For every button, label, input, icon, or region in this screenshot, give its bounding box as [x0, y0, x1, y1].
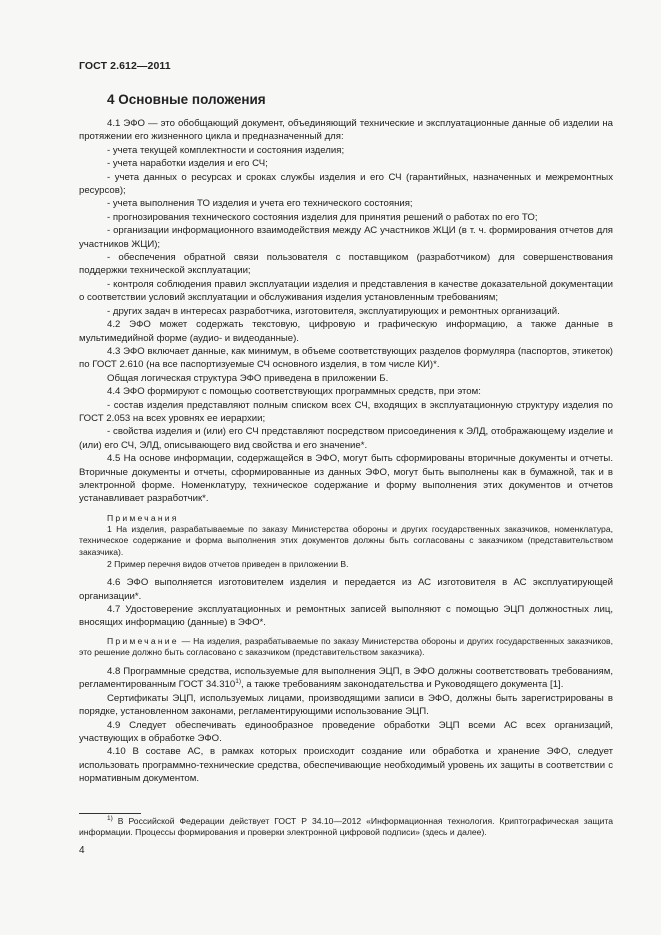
- paragraph-4-5: 4.5 На основе информации, содержащейся в ЭФО, могут быть сформированы вторичные документы и отчеты. Вторичные документы и отчеты, сформированные из данных ЭФО, могут быть выполнены как в бумажной, так и в электронной форме. Номенклатуру, техническое содержание и форму выполнения этих документов и отчетов устанавливает разработчик*.: [79, 453, 613, 505]
- main-content: [79, 117, 613, 786]
- footnote: [79, 816, 613, 839]
- footnote-marker: 1): [107, 815, 113, 823]
- note-label: Примечание: [107, 635, 179, 646]
- list-item: - обеспечения обратной связи пользователя с поставщиком (разработчиком) для совершенствования поддержки технической эксплуатации;: [79, 252, 613, 277]
- paragraph-4-10: 4.10 В составе АС, в рамках которых происходит создание или обработка и хранение ЭФО, следует использовать программно-технические средства, обеспечивающие необходимый уровень их защиты в соответствии с нормативным документом.: [79, 746, 613, 785]
- list-item: - других задач в интересах разработчика, изготовителя, эксплуатирующих и ремонтных организаций.: [107, 305, 560, 317]
- note-single: [79, 636, 613, 659]
- list-item: - организации информационного взаимодействия между АС участников ЖЦИ (в т. ч. формирования отчетов для участников ЖЦИ);: [79, 225, 613, 250]
- list-item: - учета наработки изделия и его СЧ;: [107, 158, 268, 170]
- footnote-divider: [79, 813, 141, 814]
- notes-heading: Примечания: [107, 512, 179, 523]
- list-item: - контроля соблюдения правил эксплуатации изделия и представления в качестве доказательной документации о соответствии условий эксплуатации и обслуживания изделия установленным требованиям;: [79, 278, 613, 304]
- list-item: - свойства изделия и (или) его СЧ представляют посредством присоединения к ЭЛД, отображающему изделие и (или) его СЧ, ЭЛД, описывающего вид свойства и его значение*.: [79, 426, 613, 451]
- paragraph-4-3-structure: Общая логическая структура ЭФО приведена в приложении Б.: [107, 372, 389, 384]
- list-item: - состав изделия представляют полным списком всех СЧ, входящих в эксплуатационную структуру изделия по ГОСТ 2.053 на всех уровнях ее иерархии;: [79, 399, 613, 424]
- list-item: - прогнозирования технического состояния изделия для принятия решений о работах по его ТО;: [107, 211, 538, 223]
- note-text: — На изделия, разрабатываемые по заказу Министерства обороны и других государственных заказчиков, это решение должно быть согласовано с заказчиком (представительством заказчика).: [79, 635, 613, 658]
- list-item: - учета выполнения ТО изделия и учета его технического состояния;: [107, 198, 413, 210]
- page-number: 4: [79, 845, 85, 856]
- paragraph-4-4: 4.4 ЭФО формируют с помощью соответствующих программных средств, при этом:: [107, 386, 481, 398]
- footnote-ref[interactable]: 1): [235, 678, 242, 686]
- paragraph-4-7: 4.7 Удостоверение эксплуатационных и ремонтных записей выполняют с помощью ЭЦП должностных лиц, вносящих информацию (данные) в ЭФО*.: [79, 603, 613, 629]
- paragraph-4-8-text-b: , а также требованиям законодательства и Руководящего документа [1].: [241, 679, 564, 691]
- list-item: - учета текущей комплектности и состояния изделия;: [107, 144, 345, 156]
- paragraph-4-1: 4.1 ЭФО — это обобщающий документ, объединяющий технические и эксплуатационные данные об изделии на протяжении его жизненного цикла и предназначенный для:: [79, 118, 613, 143]
- note-item: 2 Пример перечня видов отчетов приведен в приложении В.: [107, 558, 349, 569]
- paragraph-4-8: [79, 665, 613, 692]
- note-item: 1 На изделия, разрабатываемые по заказу Министерства обороны и других государственных заказчиков, номенклатура, техническое содержание и форма выполнения этих документов должны быть согласованы с заказчиком (представительством заказчика).: [79, 523, 613, 557]
- paragraph-4-8-text-a: 4.8 Программные средства, используемые для выполнения ЭЦП, в ЭФО должны соответствовать требованиям, регламентированным ГОСТ 34.310: [79, 665, 613, 691]
- paragraph-4-9: 4.9 Следует обеспечивать единообразное проведение обработки ЭЦП всеми АС всех организаций, участвующих в обработке ЭФО.: [79, 719, 613, 744]
- document-header: ГОСТ 2.612—2011: [79, 60, 171, 72]
- list-item: - учета данных о ресурсах и сроках службы изделия и его СЧ (гарантийных, назначенных и межремонтных ресурсов);: [79, 171, 613, 197]
- section-title: 4 Основные положения: [107, 92, 266, 107]
- paragraph-4-3: 4.3 ЭФО включает данные, как минимум, в объеме соответствующих разделов формуляра (паспортов, этикеток) по ГОСТ 2.610 (на все паспортизуемые СЧ основного изделия, в том числе КИ)*.: [79, 345, 613, 371]
- paragraph-4-8-certificates: Сертификаты ЭЦП, используемых лицами, производящими записи в ЭФО, должны быть зарегистрированы в порядке, установленном законами, регламентирующими использование ЭЦП.: [79, 692, 613, 718]
- footnote-text: В Российской Федерации действует ГОСТ Р 34.10—2012 «Информационная технология. Криптографическая защита информации. Процессы формирования и проверки электронной цифровой подписи» (здесь и далее).: [79, 816, 613, 838]
- paragraph-4-2: 4.2 ЭФО может содержать текстовую, цифровую и графическую информацию, а также данные в мультимедийной форме (аудио- и видеоданные).: [79, 319, 613, 344]
- paragraph-4-6: 4.6 ЭФО выполняется изготовителем изделия и передается из АС изготовителя в АС эксплуатирующей организации*.: [79, 577, 613, 602]
